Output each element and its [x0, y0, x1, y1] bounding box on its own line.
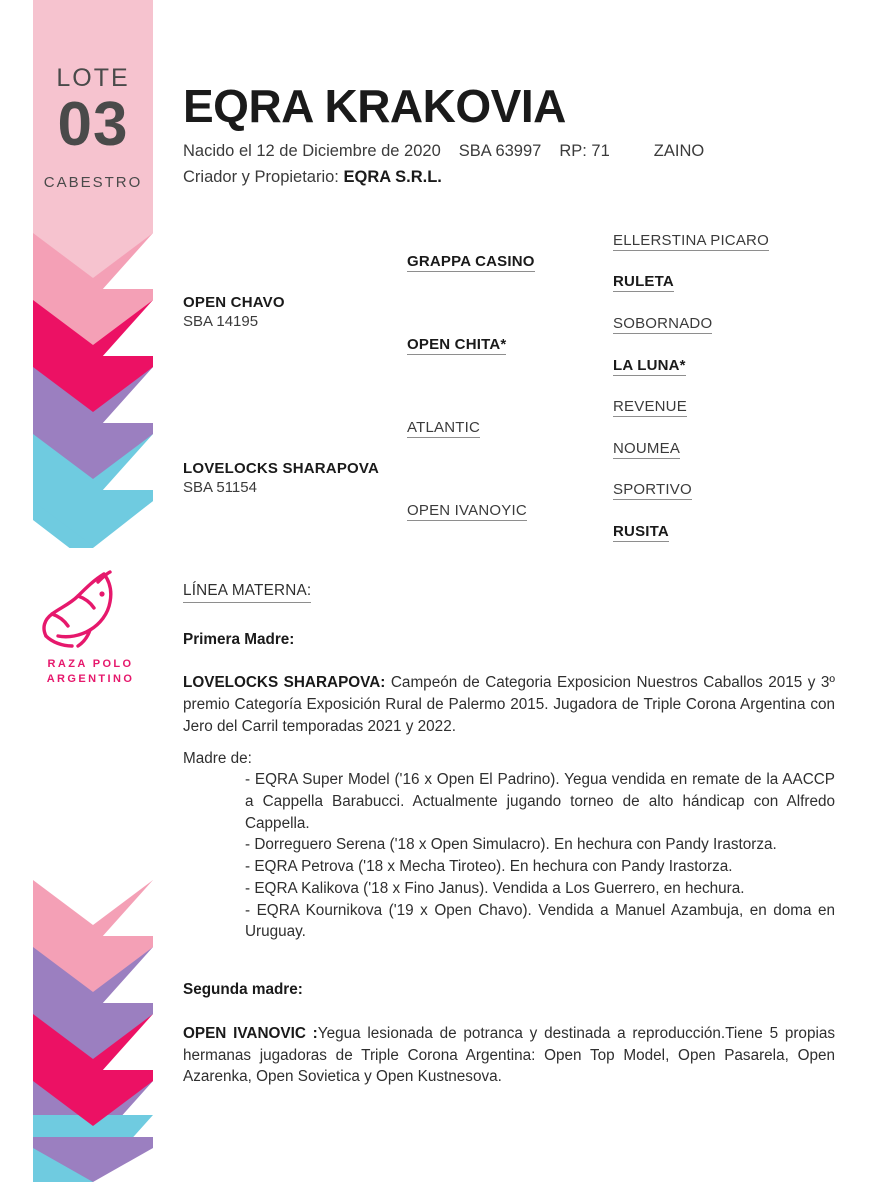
pedigree-gen3-1 [613, 232, 769, 251]
pedigree-gen3-3-name: SOBORNADO [613, 315, 713, 332]
lot-label: LOTE [56, 64, 130, 92]
horse-head-icon [32, 568, 150, 650]
maternal-line-section [183, 580, 835, 1088]
pedigree-gen3-7 [613, 481, 692, 500]
list-item: - Dorreguero Serena ('18 x Open Simulacro). En hechura con Pandy Irastorza. [245, 836, 777, 854]
breeder-value: EQRA S.R.L. [343, 167, 442, 186]
pedigree-gen3-4 [613, 357, 686, 376]
logo-line-1: RAZA POLO [47, 658, 134, 670]
list-item: - EQRA Kalikova ('18 x Fino Janus). Vendida a Los Guerrero, en hechura. [245, 879, 745, 897]
lot-block [33, 0, 153, 233]
logo-text [28, 657, 153, 687]
pedigree-gen3-6-name: NOUMEA [613, 440, 681, 457]
pedigree-sire [183, 294, 285, 330]
list-item: - EQRA Super Model ('16 x Open El Padrino). Yegua vendida en remate de la AACCP a Cappella Barabucci. Actualmente jugando torneo de alto hándicap con Alfredo Cappella. [245, 771, 835, 832]
pedigree-gen3-2-name: RULETA [613, 273, 674, 290]
pedigree-gen2-1 [407, 253, 535, 272]
list-item: - EQRA Petrova ('18 x Mecha Tiroteo). En hechura con Pandy Irastorza. [245, 858, 733, 876]
logo-line-2: ARGENTINO [46, 672, 135, 685]
lot-number: 03 [57, 90, 129, 159]
second-mother-paragraph [183, 1023, 835, 1088]
spacer [183, 943, 835, 979]
pedigree-gen3-3 [613, 315, 712, 334]
maternal-heading-row [183, 580, 835, 603]
pedigree-chart [183, 228, 873, 548]
pedigree-dam [183, 460, 379, 496]
header-block [183, 0, 848, 187]
birth-date: Nacido el 12 de Diciembre de 2020 [183, 141, 441, 160]
lot-subtitle: CABESTRO [43, 174, 143, 192]
first-mother-text: Campeón de Categoria Exposicion Nuestros Caballos 2015 y 3º premio Categoría Exposición Rural de Palermo 2015. Jugadora de Triple Corona Argentina con Jero del Carril temporadas 2021 y 2022. [183, 674, 835, 735]
pedigree-gen3-5-name: REVENUE [613, 398, 687, 415]
pedigree-gen3-6 [613, 440, 680, 459]
pedigree-sire-sba: SBA 14195 [183, 313, 259, 330]
pedigree-gen2-3 [407, 419, 480, 438]
first-mother-name: LOVELOCKS SHARAPOVA: [183, 674, 386, 692]
page-title: EQRA KRAKOVIA [183, 80, 566, 132]
logo [28, 568, 153, 687]
pedigree-gen2-2 [407, 336, 506, 355]
pedigree-gen3-8-name: RUSITA [613, 523, 669, 540]
pedigree-gen3-1-name: ELLERSTINA PICARO [613, 232, 769, 249]
decorative-sidebar [0, 0, 153, 1182]
pedigree-gen2-2-name: OPEN CHITA* [407, 336, 507, 353]
horse-details-line [183, 142, 848, 161]
coat-color: ZAINO [653, 141, 705, 160]
breeder-line [183, 168, 848, 187]
pedigree-gen3-8 [613, 523, 669, 542]
pedigree-dam-sba: SBA 51154 [183, 479, 257, 496]
pedigree-gen3-7-name: SPORTIVO [613, 481, 692, 498]
second-mother-label: Segunda madre: [183, 981, 303, 999]
pedigree-gen3-2 [613, 273, 674, 292]
pedigree-gen3-4-name: LA LUNA* [613, 357, 686, 374]
pedigree-gen3-5 [613, 398, 687, 417]
sba-number: SBA 63997 [458, 141, 542, 160]
mother-of-label: Madre de: [183, 749, 252, 767]
maternal-heading: LÍNEA MATERNA: [183, 580, 311, 603]
second-mother-text: Yegua lesionada de potranca y destinada a reproducción.Tiene 5 propias hermanas jugadoras de Triple Corona Argentina: Open Top Model, Open Pasarela, Open Azarenka, Open Sovietica y Open Kustnesova. [183, 1024, 836, 1086]
breeder-label: Criador y Propietario: [183, 167, 339, 186]
list-item: - EQRA Kournikova ('19 x Open Chavo). Vendida a Manuel Azambuja, en doma en Uruguay. [245, 901, 835, 941]
first-mother-paragraph [183, 672, 835, 737]
offspring-list [183, 769, 835, 943]
rp-number: RP: 71 [559, 141, 610, 160]
pedigree-gen2-4-name: OPEN IVANOYIC [407, 502, 527, 519]
second-mother-name: OPEN IVANOVIC : [183, 1024, 318, 1042]
pedigree-sire-name: OPEN CHAVO [183, 294, 285, 311]
first-mother-label: Primera Madre: [183, 630, 295, 648]
pedigree-gen2-3-name: ATLANTIC [407, 419, 480, 436]
pedigree-gen2-1-name: GRAPPA CASINO [407, 253, 535, 270]
pedigree-gen2-4 [407, 502, 527, 521]
pedigree-dam-name: LOVELOCKS SHARAPOVA [183, 460, 380, 477]
